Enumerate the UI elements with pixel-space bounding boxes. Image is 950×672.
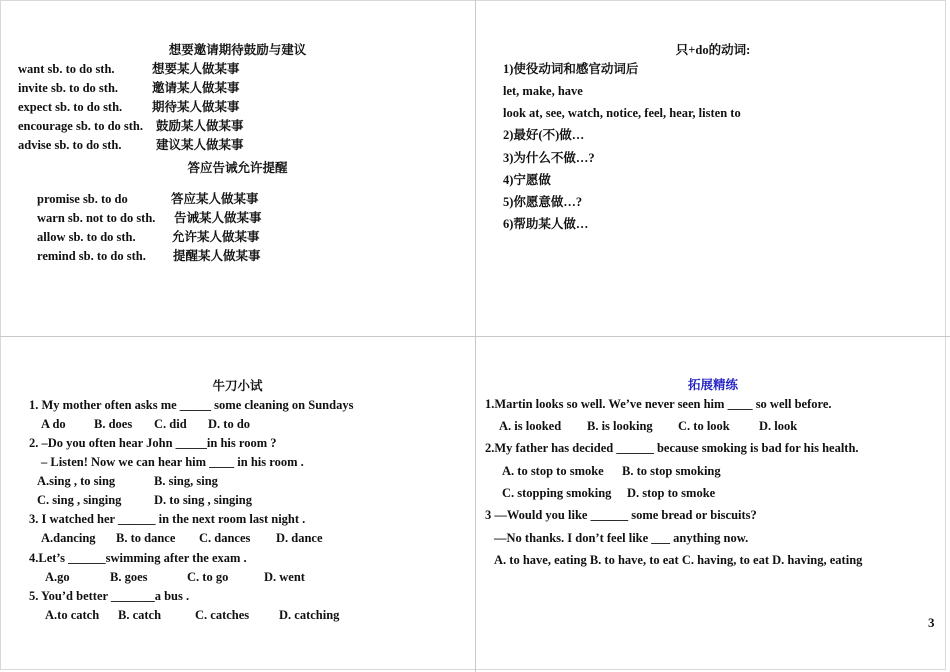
question-text: 2. –Do you often hear John _____in his room ? <box>29 436 277 450</box>
phrase-cn: 想要某人做某事 <box>152 62 240 76</box>
question-text: —No thanks. I don’t feel like ___ anything now. <box>494 531 749 545</box>
answer-option: B. sing, sing <box>154 474 218 488</box>
question-text: 1.Martin looks so well. We’ve never seen him ____ so well before. <box>485 397 832 411</box>
answer-option: D. to do <box>208 417 251 431</box>
note-line: 2)最好(不)做… <box>503 128 585 142</box>
phrase-cn: 邀请某人做某事 <box>152 81 240 95</box>
question-text: 2.My father has decided ______ because smoking is bad for his health. <box>485 441 859 455</box>
answer-option: A.go <box>45 570 70 584</box>
answer-option: C. did <box>154 417 187 431</box>
phrase-en: expect sb. to do sth. <box>18 100 123 114</box>
phrase-cn: 鼓励某人做某事 <box>156 119 244 133</box>
page-number: 3 <box>928 615 935 630</box>
answer-option: C. to go <box>187 570 229 584</box>
phrase-en: allow sb. to do sth. <box>37 230 136 244</box>
question-text: – Listen! Now we can hear him ____ in his room . <box>41 455 304 469</box>
question-text: 3 —Would you like ______ some bread or biscuits? <box>485 508 757 522</box>
note-line: 5)你愿意做…? <box>503 195 583 209</box>
answer-option: A.to catch <box>45 608 100 622</box>
slide-title: 只+do的动词: <box>675 43 751 57</box>
note-line: 3)为什么不做…? <box>503 151 595 165</box>
question-text: 1. My mother often asks me _____ some cleaning on Sundays <box>29 398 354 412</box>
phrase-cn: 允许某人做某事 <box>172 230 260 244</box>
phrase-en: warn sb. not to do sth. <box>37 211 156 225</box>
slide-title: 想要邀请期待鼓励与建议 <box>168 43 307 57</box>
answer-option: D. look <box>759 419 798 433</box>
question-text: 4.Let’s ______swimming after the exam . <box>29 551 247 565</box>
phrase-en: invite sb. to do sth. <box>18 81 119 95</box>
phrase-cn: 提醒某人做某事 <box>173 249 261 263</box>
answer-option: C. sing , singing <box>37 493 122 507</box>
note-line: let, make, have <box>503 84 583 98</box>
answer-option: B. catch <box>118 608 162 622</box>
phrase-cn: 答应某人做某事 <box>171 192 259 206</box>
answer-option: B. is looking <box>587 419 653 433</box>
answer-option: C. dances <box>199 531 251 545</box>
answer-option: D. to sing , singing <box>154 493 252 507</box>
answer-options-line: A. to have, eating B. to have, to eat C. having, to eat D. having, eating <box>494 553 863 567</box>
answer-option: C. catches <box>195 608 250 622</box>
note-line: 4)宁愿做 <box>503 173 551 187</box>
question-text: 3. I watched her ______ in the next room last night . <box>29 512 306 526</box>
answer-option: A. to stop to smoke <box>502 464 604 478</box>
question-text: 5. You’d better _______a bus . <box>29 589 190 603</box>
answer-option: A.dancing <box>41 531 96 545</box>
phrase-cn: 告诫某人做某事 <box>174 211 262 225</box>
answer-option: A do <box>41 417 66 431</box>
answer-option: B. goes <box>110 570 148 584</box>
answer-option: A.sing , to sing <box>37 474 116 488</box>
note-line: 1)使役动词和感官动词后 <box>503 62 639 76</box>
answer-option: D. catching <box>279 608 340 622</box>
answer-option: D. went <box>264 570 305 584</box>
answer-option: D. dance <box>276 531 323 545</box>
phrase-en: remind sb. to do sth. <box>37 249 146 263</box>
section-title: 答应告诫允许提醒 <box>187 161 288 175</box>
answer-option: D. stop to smoke <box>627 486 716 500</box>
answer-option: C. to look <box>678 419 730 433</box>
note-line: 6)帮助某人做… <box>503 217 589 231</box>
phrase-en: advise sb. to do sth. <box>18 138 122 152</box>
phrase-en: promise sb. to do <box>37 192 128 206</box>
answer-option: B. does <box>94 417 133 431</box>
answer-option: A. is looked <box>499 419 562 433</box>
answer-option: B. to dance <box>116 531 176 545</box>
slide-title: 拓展精练 <box>687 378 738 392</box>
slide-title: 牛刀小试 <box>212 379 263 393</box>
phrase-en: encourage sb. to do sth. <box>18 119 144 133</box>
phrase-cn: 期待某人做某事 <box>152 100 240 114</box>
answer-option: C. stopping smoking <box>502 486 612 500</box>
horizontal-divider <box>0 336 950 337</box>
answer-option: B. to stop smoking <box>622 464 721 478</box>
note-line: look at, see, watch, notice, feel, hear, listen to <box>503 106 741 120</box>
phrase-cn: 建议某人做某事 <box>156 138 244 152</box>
phrase-en: want sb. to do sth. <box>18 62 115 76</box>
